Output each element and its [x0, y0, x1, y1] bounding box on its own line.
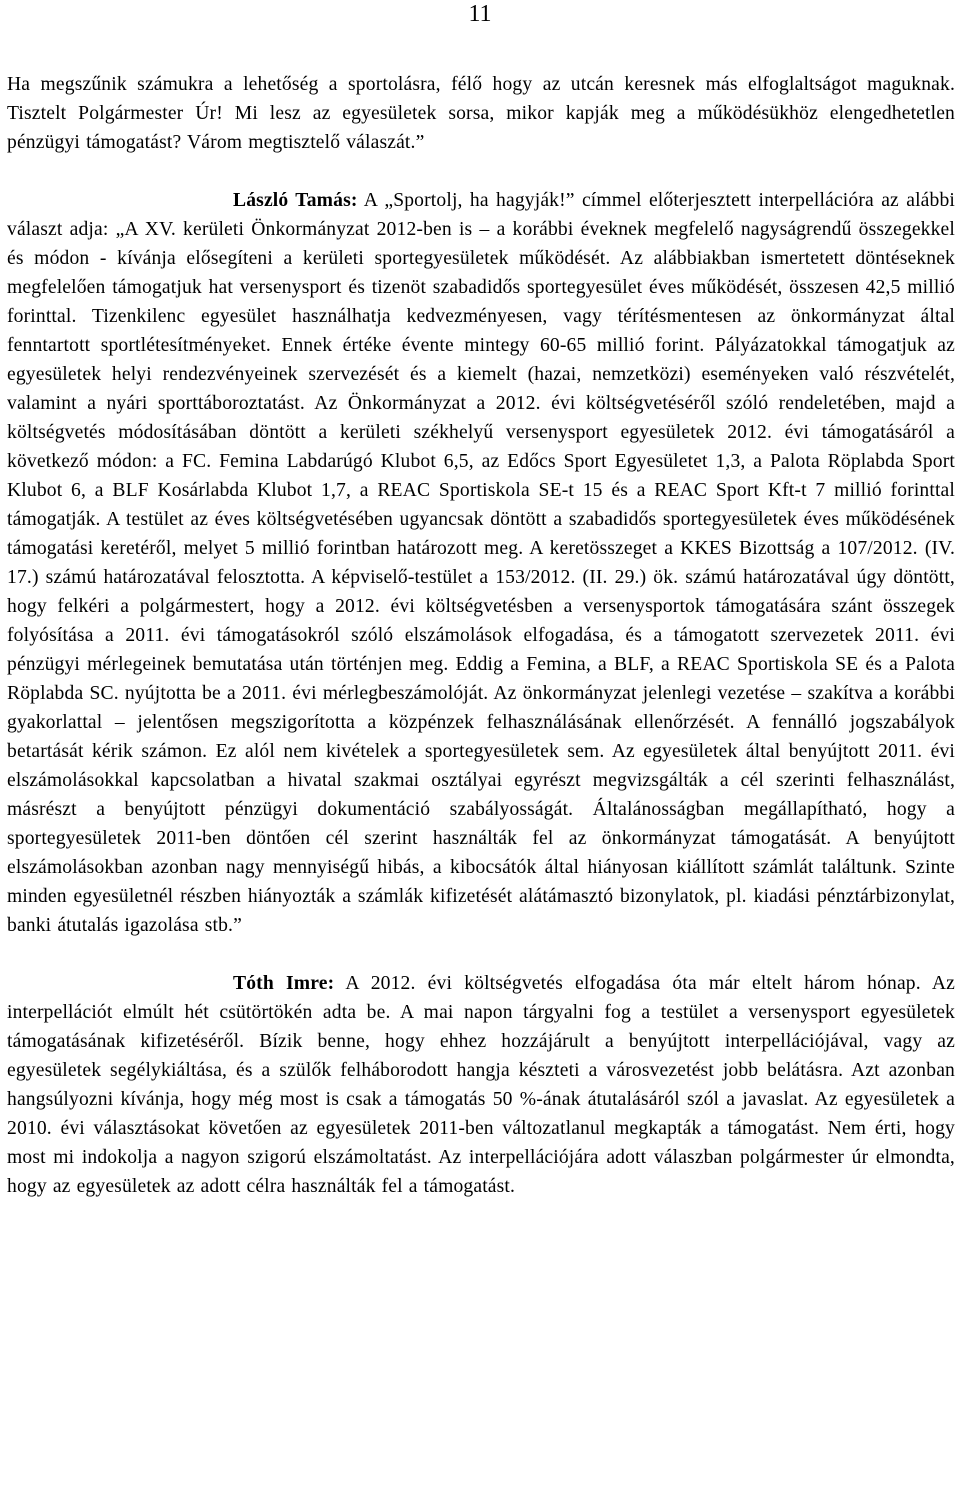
document-body: [7, 70, 955, 1201]
paragraph-3: [7, 969, 955, 1201]
paragraph-1: [7, 70, 955, 157]
speaker-name: Tóth Imre:: [233, 973, 335, 994]
paragraph-text: A 2012. évi költségvetés elfogadása óta már eltelt három hónap. Az interpellációt elmúlt hét csütörtökén adta be. A mai napon tárgyalni fog a testület a versenysport egyesületek támogatásának kifizetéséről. Bízik benne, hogy ehhez hozzájárult a benyújtott interpellációjával, vagy az egyesületek segélykiáltása, és a szülők felháborodott hangja készteti a városvezetést jobb belátásra. Azt azonban hangsúlyozni kívánja, hogy még most is csak a támogatás 50 %-ának átutalásáról szól a javaslat. Az egyesületek a 2010. évi választásokat követően az egyesületek 2011-ben változatlanul megkapták a támogatást. Nem érti, hogy most mi indokolja a nagyon szigorú elszámoltatást. Az interpellációjára adott válaszban polgármester úr elmondta, hogy az egyesületek az adott célra használták fel a támogatást.: [7, 973, 956, 1197]
page-number: 11: [468, 1, 492, 27]
paragraph-text: Ha megszűnik számukra a lehetőség a sportolásra, félő hogy az utcán keresnek más elfoglaltságot maguknak. Tisztelt Polgármester Úr! Mi lesz az egyesületek sorsa, mikor kapják meg a működésükhöz elengedhetetlen pénzügyi támogatást? Várom megtisztelő válaszát.”: [7, 74, 955, 153]
paragraph-text: A „Sportolj, ha hagyják!” címmel előterjesztett interpellációra az alábbi választ adja: „A XV. kerületi Önkormányzat 2012-ben is – a korábbi éveknek megfelelő nagyságrendű összegekkel és módon - kívánja elősegíteni a kerületi sportegyesületek működését. Az alábbiakban ismertetett döntéseknek megfelelően támogatjuk hat versenysport és tizenöt szabadidős sportegyesület éves működését, összesen 42,5 millió forinttal. Tizenkilenc egyesület használhatja kedvezményesen, vagy térítésmentesen az önkormányzat által fenntartott sportlétesítményeket. Ennek értéke évente mintegy 60-65 millió forint. Pályázatokkal támogatjuk az egyesületek helyi rendezvényeinek szervezését és a kiemelt (hazai, nemzetközi) eseményeken való részvételét, valamint a nyári sporttáboroztatást. Az Önkormányzat a 2012. évi költségvetéséről szóló rendeletében, majd a költségvetés módosításában döntött a kerületi székhelyű versenysport egyesületek 2012. évi támogatásáról a következő módon: a FC. Femina Labdarúgó Klubot 6,5, az Edőcs Sport Egyesületet 1,3, a Palota Röplabda Sport Klubot 6, a BLF Kosárlabda Klubot 1,7, a REAC Sportiskola SE-t 15 és a REAC Sport Kft-t 7 millió forinttal támogatják. A testület az éves költségvetésében ugyancsak döntött a szabadidős sportegyesületek éves működésének támogatási keretéről, melyet 5 millió forintban határozott meg. A keretösszeget a KKES Bizottság a 107/2012. (IV. 17.) számú határozatával felosztotta. A képviselő-testület a 153/2012. (II. 29.) ök. számú határozatával úgy döntött, hogy felkéri a polgármestert, hogy a 2012. évi költségvetésben a versenysportok támogatására szánt összegek folyósítása a 2011. évi támogatásokról szóló elszámolások elfogadása, és a támogatott szervezetek 2011. évi pénzügyi mérlegeinek bemutatása után történjen meg. Eddig a Femina, a BLF, a REAC Sportiskola SE és a Palota Röplabda SC. nyújtotta be a 2011. évi mérlegbeszámolóját. Az önkormányzat jelenlegi vezetése – szakítva a korábbi gyakorlattal – jelentősen megszigorította a közpénzek felhasználásának ellenőrzését. A fennálló jogszabályok betartását kérik számon. Ez alól nem kivételek a sportegyesületek sem. Az egyesületek által benyújtott 2011. évi elszámolásokkal kapcsolatban a hivatal szakmai osztályai egyrészt megvizsgálták a cél szerinti felhasználást, másrészt a benyújtott pénzügyi dokumentáció szabályosságát. Általánosságban megállapítható, hogy a sportegyesületek 2011-ben döntően cél szerint használták fel az önkormányzat támogatását. A benyújtott elszámolásokban azonban nagy mennyiségű hibás, a kibocsátók által hiányosan kiállított számlát találtunk. Szinte minden egyesületnél részben hiányozták a számlák kifizetését alátámasztó bizonylatok, pl. kiadási pénztárbizonylat, banki átutalás igazolása stb.”: [7, 190, 955, 936]
speaker-name: László Tamás:: [233, 190, 358, 211]
paragraph-2: [7, 186, 955, 940]
